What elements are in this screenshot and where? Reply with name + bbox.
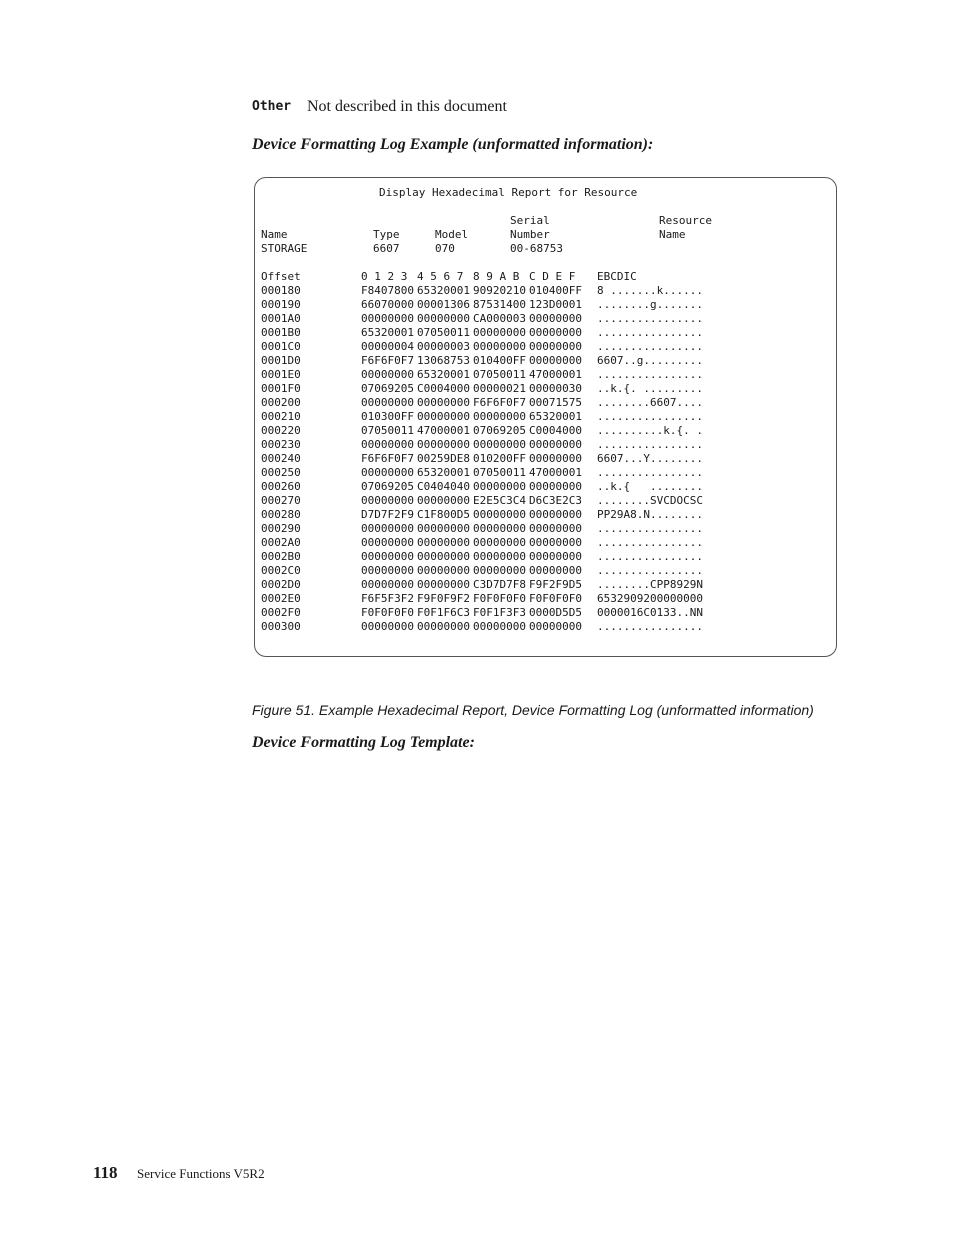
row-word-4: 13068753 <box>417 354 470 367</box>
row-word-c: 00000000 <box>529 354 582 367</box>
row-word-0: 66070000 <box>361 298 414 311</box>
row-offset: 0002C0 <box>261 564 301 577</box>
row-word-8: 00000021 <box>473 382 526 395</box>
row-word-8: 00000000 <box>473 340 526 353</box>
resource-name-value: STORAGE <box>261 242 308 255</box>
row-word-4: 00000000 <box>417 564 470 577</box>
row-word-c: 00000000 <box>529 326 582 339</box>
ebcdic-header: EBCDIC <box>597 270 637 283</box>
row-word-8: 90920210 <box>473 284 526 297</box>
col-group-0123: 0 1 2 3 <box>361 270 408 283</box>
row-word-8: 00000000 <box>473 438 526 451</box>
row-word-0: 00000000 <box>361 368 414 381</box>
row-word-0: 00000004 <box>361 340 414 353</box>
row-word-c: D6C3E2C3 <box>529 494 582 507</box>
row-word-0: F6F6F0F7 <box>361 354 414 367</box>
row-word-c: 65320001 <box>529 410 582 423</box>
row-offset: 000240 <box>261 452 301 465</box>
row-offset: 0001E0 <box>261 368 301 381</box>
row-word-c: F0F0F0F0 <box>529 592 582 605</box>
row-word-c: 00000000 <box>529 480 582 493</box>
row-word-0: F0F0F0F0 <box>361 606 414 619</box>
row-word-0: 00000000 <box>361 564 414 577</box>
term-other: Other <box>252 99 292 114</box>
row-offset: 000180 <box>261 284 301 297</box>
row-word-4: 00000000 <box>417 522 470 535</box>
term-description: Not described in this document <box>307 98 507 115</box>
col-group-cdef: C D E F <box>529 270 576 283</box>
row-word-8: 010400FF <box>473 354 526 367</box>
row-ebcdic: 6532909200000000 <box>597 592 703 605</box>
row-ebcdic: ........CPP8929N <box>597 578 703 591</box>
row-word-4: 00000000 <box>417 396 470 409</box>
row-word-8: 07069205 <box>473 424 526 437</box>
row-offset: 0001B0 <box>261 326 301 339</box>
row-word-8: CA000003 <box>473 312 526 325</box>
row-word-0: 00000000 <box>361 396 414 409</box>
row-offset: 0002D0 <box>261 578 301 591</box>
row-word-c: 010400FF <box>529 284 582 297</box>
row-word-8: 07050011 <box>473 466 526 479</box>
row-ebcdic: ................ <box>597 438 703 451</box>
row-word-c: 00000000 <box>529 340 582 353</box>
row-word-0: 07069205 <box>361 382 414 395</box>
row-word-0: 010300FF <box>361 410 414 423</box>
row-word-4: 00000000 <box>417 578 470 591</box>
row-offset: 000200 <box>261 396 301 409</box>
row-word-c: 00000000 <box>529 536 582 549</box>
row-offset: 0002E0 <box>261 592 301 605</box>
row-offset: 0002A0 <box>261 536 301 549</box>
row-offset: 0002B0 <box>261 550 301 563</box>
row-word-8: 00000000 <box>473 550 526 563</box>
row-ebcdic: ................ <box>597 312 703 325</box>
row-word-0: 00000000 <box>361 438 414 451</box>
row-word-8: 00000000 <box>473 480 526 493</box>
row-word-c: 00000000 <box>529 550 582 563</box>
row-word-8: 00000000 <box>473 326 526 339</box>
row-ebcdic: ................ <box>597 410 703 423</box>
row-offset: 000220 <box>261 424 301 437</box>
row-offset: 000230 <box>261 438 301 451</box>
row-word-8: F0F1F3F3 <box>473 606 526 619</box>
row-word-c: 123D0001 <box>529 298 582 311</box>
row-ebcdic: 8 .......k...... <box>597 284 703 297</box>
row-word-c: 00000000 <box>529 564 582 577</box>
row-ebcdic: ................ <box>597 340 703 353</box>
row-word-c: 00000000 <box>529 522 582 535</box>
row-word-0: F6F5F3F2 <box>361 592 414 605</box>
row-word-8: F6F6F0F7 <box>473 396 526 409</box>
number-header: Number <box>510 228 550 241</box>
row-word-8: 00000000 <box>473 410 526 423</box>
page-number: 118 <box>93 1163 118 1182</box>
row-ebcdic: ................ <box>597 536 703 549</box>
screen-title: Display Hexadecimal Report for Resource <box>379 186 638 199</box>
row-word-0: F8407800 <box>361 284 414 297</box>
row-word-4: 47000001 <box>417 424 470 437</box>
row-word-8: 00000000 <box>473 620 526 633</box>
model-value: 070 <box>435 242 455 255</box>
row-ebcdic: 0000016C0133..NN <box>597 606 703 619</box>
row-offset: 000290 <box>261 522 301 535</box>
row-word-8: 07050011 <box>473 368 526 381</box>
row-word-0: 00000000 <box>361 550 414 563</box>
row-word-c: 00000030 <box>529 382 582 395</box>
row-word-8: F0F0F0F0 <box>473 592 526 605</box>
book-title: Service Functions V5R2 <box>137 1166 265 1181</box>
row-word-c: 00000000 <box>529 620 582 633</box>
row-ebcdic: ........g....... <box>597 298 703 311</box>
row-offset: 0001D0 <box>261 354 301 367</box>
row-word-c: 0000D5D5 <box>529 606 582 619</box>
resource-header: Resource <box>659 214 712 227</box>
row-word-0: 00000000 <box>361 494 414 507</box>
row-word-c: 00000000 <box>529 508 582 521</box>
row-ebcdic: ................ <box>597 522 703 535</box>
row-word-4: 00000000 <box>417 494 470 507</box>
serial-value: 00-68753 <box>510 242 563 255</box>
row-word-0: 00000000 <box>361 522 414 535</box>
row-word-0: 00000000 <box>361 620 414 633</box>
resource-name-header: Name <box>659 228 686 241</box>
row-word-c: F9F2F9D5 <box>529 578 582 591</box>
type-header: Type <box>373 228 400 241</box>
row-word-4: F0F1F6C3 <box>417 606 470 619</box>
row-offset: 000250 <box>261 466 301 479</box>
name-header: Name <box>261 228 288 241</box>
row-word-0: 00000000 <box>361 312 414 325</box>
row-word-4: F9F0F9F2 <box>417 592 470 605</box>
row-word-4: 00000000 <box>417 536 470 549</box>
example-heading: Device Formatting Log Example (unformatted information): <box>252 136 654 153</box>
serial-header: Serial <box>510 214 550 227</box>
row-word-4: 00000000 <box>417 312 470 325</box>
col-group-4567: 4 5 6 7 <box>417 270 464 283</box>
row-ebcdic: 6607..g......... <box>597 354 703 367</box>
row-ebcdic: ................ <box>597 368 703 381</box>
row-word-c: 00071575 <box>529 396 582 409</box>
row-ebcdic: ................ <box>597 466 703 479</box>
template-heading: Device Formatting Log Template: <box>252 734 475 751</box>
row-word-4: 07050011 <box>417 326 470 339</box>
row-ebcdic: ..k.{. ......... <box>597 382 703 395</box>
row-word-8: 00000000 <box>473 508 526 521</box>
row-ebcdic: ..........k.{. . <box>597 424 703 437</box>
row-word-8: C3D7D7F8 <box>473 578 526 591</box>
col-group-89ab: 8 9 A B <box>473 270 520 283</box>
row-ebcdic: ..k.{ ........ <box>597 480 703 493</box>
row-word-c: C0004000 <box>529 424 582 437</box>
row-word-4: 00000000 <box>417 550 470 563</box>
row-word-4: 65320001 <box>417 284 470 297</box>
row-word-0: 65320001 <box>361 326 414 339</box>
row-ebcdic: ........6607.... <box>597 396 703 409</box>
row-ebcdic: PP29A8.N........ <box>597 508 703 521</box>
type-value: 6607 <box>373 242 400 255</box>
row-ebcdic: 6607...Y........ <box>597 452 703 465</box>
row-word-0: 07069205 <box>361 480 414 493</box>
row-word-8: 00000000 <box>473 564 526 577</box>
row-ebcdic: ................ <box>597 620 703 633</box>
row-ebcdic: ........SVCDOCSC <box>597 494 703 507</box>
row-word-0: 07050011 <box>361 424 414 437</box>
row-word-4: C0404040 <box>417 480 470 493</box>
row-offset: 0001A0 <box>261 312 301 325</box>
row-word-0: D7D7F2F9 <box>361 508 414 521</box>
row-word-0: 00000000 <box>361 466 414 479</box>
row-offset: 0002F0 <box>261 606 301 619</box>
offset-header: Offset <box>261 270 301 283</box>
row-word-8: 010200FF <box>473 452 526 465</box>
row-word-c: 00000000 <box>529 312 582 325</box>
row-offset: 0001F0 <box>261 382 301 395</box>
row-word-c: 00000000 <box>529 438 582 451</box>
row-word-4: 00001306 <box>417 298 470 311</box>
row-word-4: C1F800D5 <box>417 508 470 521</box>
row-word-4: 65320001 <box>417 368 470 381</box>
model-header: Model <box>435 228 469 241</box>
row-offset: 000260 <box>261 480 301 493</box>
row-word-8: E2E5C3C4 <box>473 494 526 507</box>
row-offset: 000190 <box>261 298 301 311</box>
row-word-8: 87531400 <box>473 298 526 311</box>
row-word-0: 00000000 <box>361 536 414 549</box>
row-word-0: F6F6F0F7 <box>361 452 414 465</box>
row-word-c: 47000001 <box>529 466 582 479</box>
row-word-4: C0004000 <box>417 382 470 395</box>
row-word-8: 00000000 <box>473 536 526 549</box>
figure-caption: Figure 51. Example Hexadecimal Report, Device Formatting Log (unformatted information) <box>252 702 814 718</box>
row-word-8: 00000000 <box>473 522 526 535</box>
row-word-4: 00000000 <box>417 438 470 451</box>
row-ebcdic: ................ <box>597 550 703 563</box>
row-word-0: 00000000 <box>361 578 414 591</box>
row-ebcdic: ................ <box>597 326 703 339</box>
row-word-c: 47000001 <box>529 368 582 381</box>
row-offset: 000270 <box>261 494 301 507</box>
row-word-4: 65320001 <box>417 466 470 479</box>
row-word-4: 00000003 <box>417 340 470 353</box>
row-ebcdic: ................ <box>597 564 703 577</box>
row-offset: 000300 <box>261 620 301 633</box>
row-word-4: 00000000 <box>417 620 470 633</box>
row-word-c: 00000000 <box>529 452 582 465</box>
row-word-4: 00259DE8 <box>417 452 470 465</box>
row-offset: 0001C0 <box>261 340 301 353</box>
row-offset: 000210 <box>261 410 301 423</box>
row-word-4: 00000000 <box>417 410 470 423</box>
row-offset: 000280 <box>261 508 301 521</box>
